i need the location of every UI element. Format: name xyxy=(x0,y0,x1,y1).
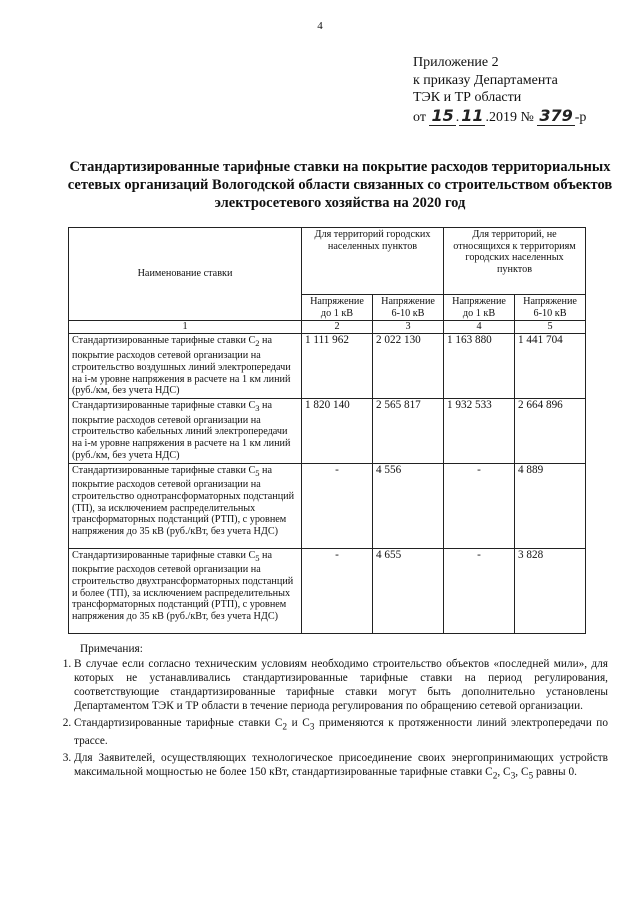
rate-name-cell: Стандартизированные тарифные ставки $С_2$ на покрытие расходов сетевой организации на строительство воздушных линий электропередачи на i-м уровне напряжения в расчете на 1 км линий (руб./км, без учета НДС) xyxy=(69,334,302,399)
table-row xyxy=(69,398,586,463)
header-non-urban: Для территорий, не относящихся к территориям городских населенных пунктов xyxy=(444,228,586,295)
header-rate-name: Наименование ставки xyxy=(69,228,302,321)
table-row xyxy=(69,334,586,399)
table-row xyxy=(69,548,586,633)
note-item: 3. Для Заявителей, осуществляющих технологическое присоединение своих энергопринимающих устройств максимальной мощностью не более 150 кВт, стандартизированные тарифные ставки $С_2$, $С_3$, $С_5$ равны 0. xyxy=(74,751,608,783)
rate-value-cell: 1 163 880 xyxy=(444,334,515,399)
column-number-row xyxy=(69,321,586,334)
column-number: 5 xyxy=(515,321,586,334)
note-item: 2. Стандартизированные тарифные ставки $С_2$ и $С_3$ применяются к протяженности линий электропередачи по трассе. xyxy=(74,716,608,748)
rate-value-cell: 4 889 xyxy=(515,463,586,548)
note-item: 1. В случае если согласно техническим условиям необходимо строительство объектов «последней мили», для которых не устанавливались стандартизированные тарифные ставки на период регулирования, соответствующие стандартизированные тарифные ставки могут быть дополнительно установлены Департаментом ТЭК и ТР области в течение периода регулирования по обращению сетевой организации. xyxy=(74,657,608,713)
rate-value-cell: 2 565 817 xyxy=(373,398,444,463)
column-number: 4 xyxy=(444,321,515,334)
rate-value-cell: - xyxy=(444,548,515,633)
tariff-table xyxy=(68,227,586,634)
rate-value-cell: 2 664 896 xyxy=(515,398,586,463)
rate-value-cell: 1 932 533 xyxy=(444,398,515,463)
header-urban-low-voltage: Напряжение до 1 кВ xyxy=(302,295,373,321)
notes-list xyxy=(54,657,608,784)
rate-name-cell: Стандартизированные тарифные ставки $С_5$ на покрытие расходов сетевой организации на строительство двухтрансформаторных подстанций и более (ТП), за исключением распределительных трансформаторных подстанций (РТП), с уровнем напряжения до 35 кВ (руб./кВт, без учета НДС) xyxy=(69,548,302,633)
annex-line-2: к приказу Департамента xyxy=(413,72,558,88)
notes-section xyxy=(54,642,608,787)
rate-value-cell: 4 556 xyxy=(373,463,444,548)
notes-title: Примечания: xyxy=(80,643,143,655)
page-number: 4 xyxy=(317,20,323,32)
header-urban: Для территорий городских населенных пунктов xyxy=(302,228,444,295)
rate-value-cell: 4 655 xyxy=(373,548,444,633)
column-number: 2 xyxy=(302,321,373,334)
rate-value-cell: 1 441 704 xyxy=(515,334,586,399)
rate-value-cell: 1 820 140 xyxy=(302,398,373,463)
rate-name-cell: Стандартизированные тарифные ставки $С_5$ на покрытие расходов сетевой организации на строительство однотрансформаторных подстанций (ТП), за исключением распределительных трансформаторных подстанций (РТП), с уровнем напряжения до 35 кВ (руб./кВт, без учета НДС) xyxy=(69,463,302,548)
annex-order-suffix: -р xyxy=(574,109,587,125)
rate-value-cell: 1 111 962 xyxy=(302,334,373,399)
document-title: Стандартизированные тарифные ставки на покрытие расходов территориальных сетевых организаций Вологодской области связанных со строительством объектов электросетевого хозяйства на 2020 год xyxy=(67,159,613,211)
rate-value-cell: 2 022 130 xyxy=(373,334,444,399)
rate-value-cell: - xyxy=(444,463,515,548)
annex-line-3: ТЭК и ТР области xyxy=(413,90,522,105)
table-row xyxy=(69,463,586,548)
annex-date-line: от 15 . 11 .2019 № 379 -р xyxy=(413,105,587,125)
rate-value-cell: - xyxy=(302,548,373,633)
annex-order-number: 379 xyxy=(539,105,573,125)
column-number: 3 xyxy=(373,321,444,334)
annex-line-1: Приложение 2 xyxy=(413,55,499,70)
annex-date-month: 11 xyxy=(461,105,484,125)
column-number: 1 xyxy=(69,321,302,334)
header-non-urban-low-voltage: Напряжение до 1 кВ xyxy=(444,295,515,321)
header-urban-high-voltage: Напряжение 6-10 кВ xyxy=(373,295,444,321)
rate-value-cell: 3 828 xyxy=(515,548,586,633)
rate-name-cell: Стандартизированные тарифные ставки $С_3$ на покрытие расходов сетевой организации на строительство кабельных линий электропередачи на i-м уровне напряжения в расчете на 1 км линий (руб./км, без учета НДС) xyxy=(69,398,302,463)
annex-block xyxy=(413,54,586,126)
annex-date-day: 15 xyxy=(431,105,454,125)
rate-value-cell: - xyxy=(302,463,373,548)
annex-date-prefix: от xyxy=(413,109,426,125)
header-non-urban-high-voltage: Напряжение 6-10 кВ xyxy=(515,295,586,321)
annex-date-year: .2019 № xyxy=(485,109,534,125)
